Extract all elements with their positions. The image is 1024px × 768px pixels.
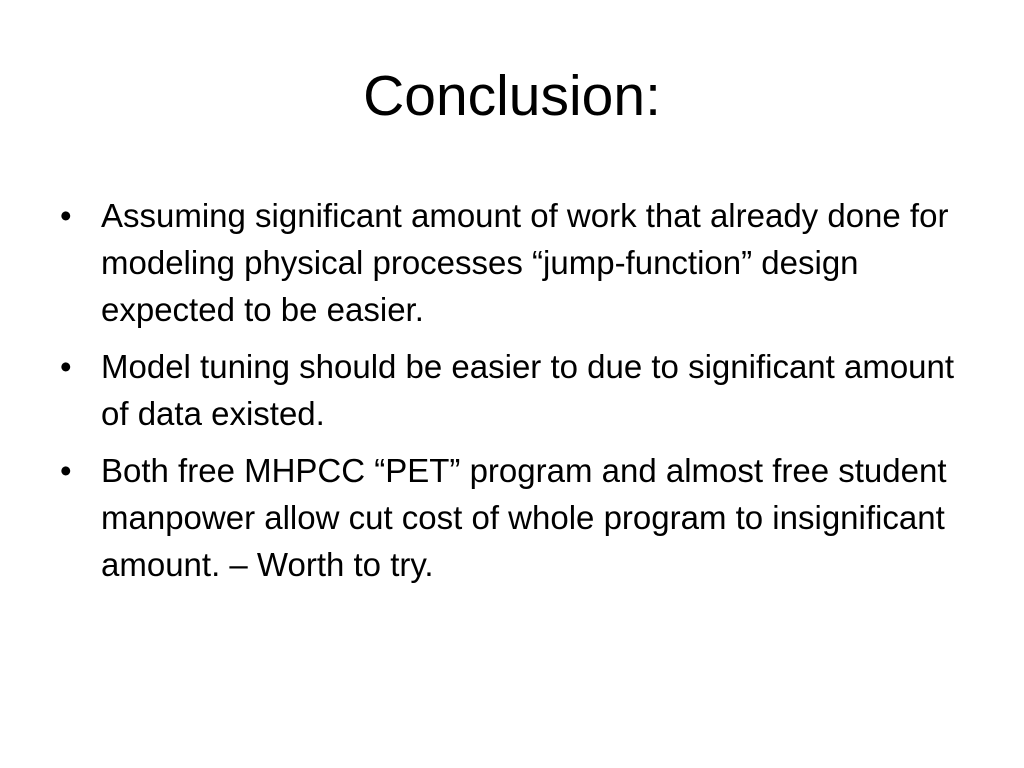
- bullet-text: Model tuning should be easier to due to significant amount of data existed.: [101, 348, 955, 432]
- bullet-list: [60, 192, 960, 598]
- bullet-text: Both free MHPCC “PET” program and almost free student manpower allow cut cost of whole program to insignificant amount. – Worth to try.: [101, 452, 947, 583]
- bullet-icon: •: [60, 197, 72, 234]
- bullet-text: Assuming significant amount of work that already done for modeling physical processes “jump-function” design expected to be easier.: [101, 197, 949, 328]
- bullet-icon: •: [60, 452, 72, 489]
- slide-title: Conclusion:: [363, 64, 661, 128]
- list-item: [60, 343, 960, 437]
- list-item: [60, 447, 960, 588]
- list-item: [60, 192, 960, 333]
- bullet-icon: •: [60, 348, 72, 385]
